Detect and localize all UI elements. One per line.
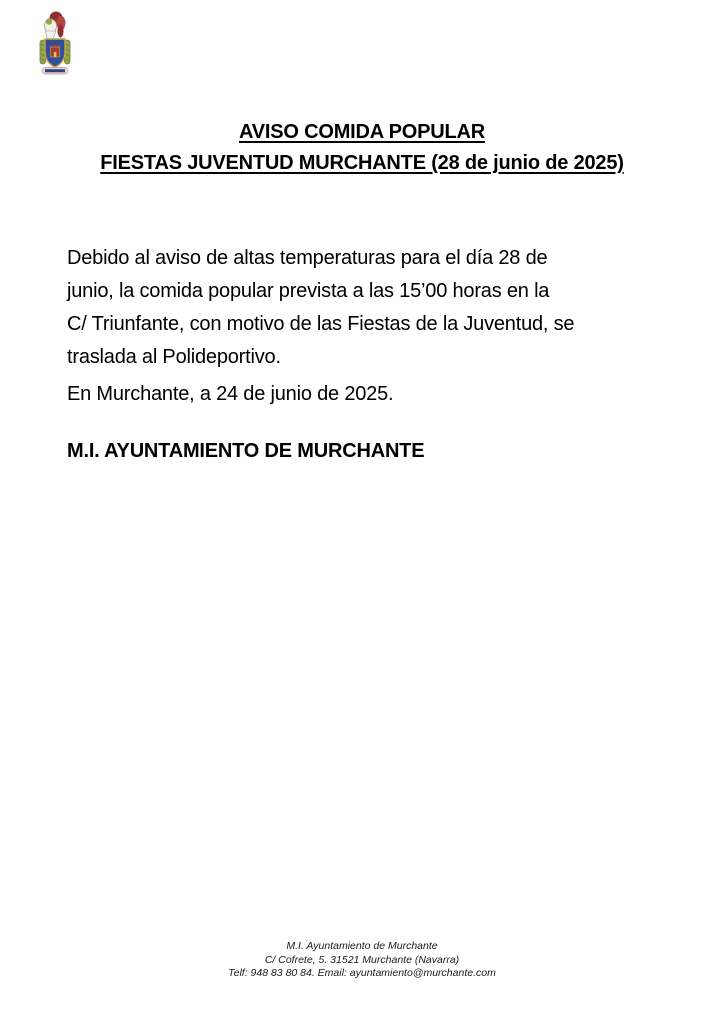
title-line-2: FIESTAS JUVENTUD MURCHANTE (28 de junio de 2025) <box>100 152 624 174</box>
footer-address-line: C/ Cofrete, 5. 31521 Murchante (Navarra) <box>264 953 460 966</box>
paragraph-line: Debido al aviso de altas temperaturas para el día 28 de <box>67 247 548 269</box>
signature-line: M.I. AYUNTAMIENTO DE MURCHANTE <box>67 440 425 462</box>
footer-org-line: M.I. Ayuntamiento de Murchante <box>286 940 438 952</box>
body-paragraph <box>67 242 667 374</box>
murchante-coat-of-arms-icon <box>37 11 73 77</box>
paragraph-line: C/ Triunfante, con motivo de las Fiestas de la Juventud, se <box>67 313 575 335</box>
title-line-1: AVISO COMIDA POPULAR <box>238 121 485 143</box>
paragraph-line: junio, la comida popular prevista a las 15’00 horas en la <box>67 280 550 302</box>
page-footer <box>0 940 724 981</box>
footer-contact-line: Telf: 948 83 80 84. Email: ayuntamiento@murchante.com <box>228 967 496 979</box>
document-title <box>0 117 724 179</box>
date-line: En Murchante, a 24 de junio de 2025. <box>67 383 394 405</box>
paragraph-line: traslada al Polideportivo. <box>67 346 281 368</box>
